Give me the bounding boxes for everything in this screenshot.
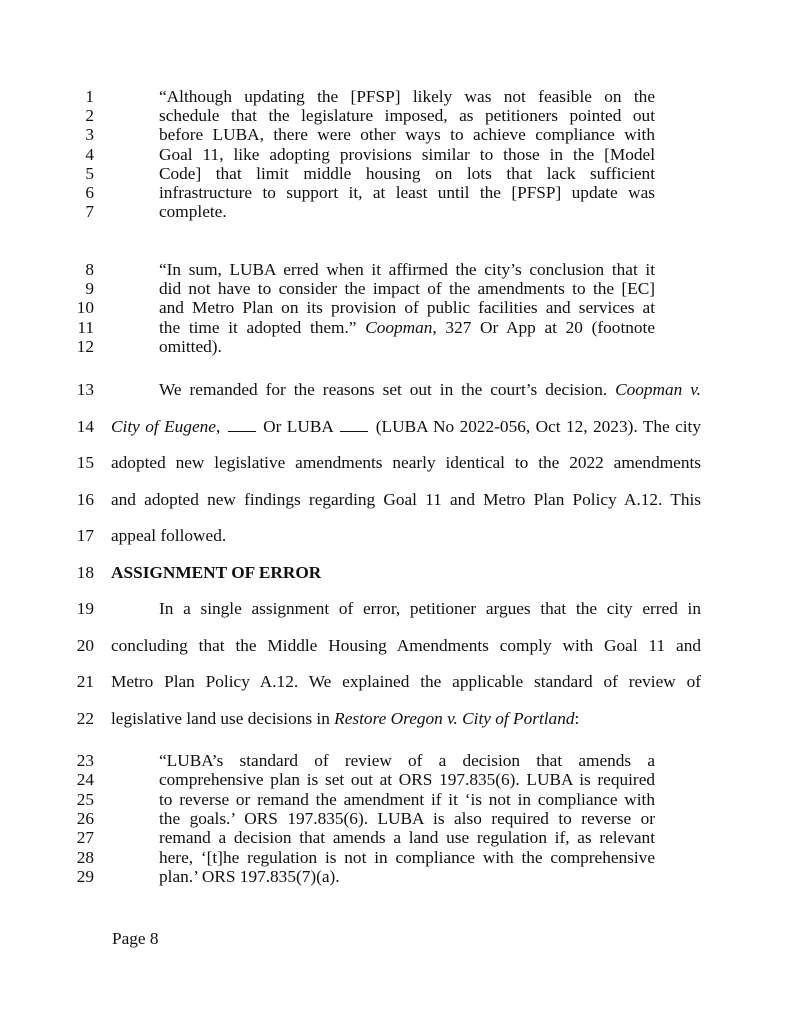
line-16 bbox=[0, 489, 800, 511]
line-number: 26 bbox=[76, 809, 94, 828]
case-citation: Restore Oregon v. City of Portland bbox=[334, 709, 575, 728]
line-number: 11 bbox=[77, 318, 94, 337]
line-text: concluding that the Middle Housing Amendments comply with Goal 11 and bbox=[111, 636, 701, 655]
case-citation: Coopman v. bbox=[615, 380, 701, 399]
line-number: 20 bbox=[76, 636, 94, 655]
line-number: 15 bbox=[76, 453, 94, 472]
line-12 bbox=[0, 336, 800, 358]
line-17 bbox=[0, 525, 800, 547]
line-7 bbox=[0, 201, 800, 223]
line-number: 4 bbox=[85, 145, 94, 164]
line-text: remand a decision that amends a land use regulation if, as relevant bbox=[159, 828, 655, 847]
line-number: 21 bbox=[76, 672, 94, 691]
line-14 bbox=[0, 416, 800, 438]
line-text: plan.’ ORS 197.835(7)(a). bbox=[159, 867, 340, 886]
line-text: schedule that the legislature imposed, as petitioners pointed out bbox=[159, 106, 655, 125]
line-text: Goal 11, like adopting provisions similar to those in the [Model bbox=[159, 145, 655, 164]
line-number: 14 bbox=[76, 417, 94, 436]
line-3 bbox=[0, 124, 800, 146]
case-citation: Coopman bbox=[365, 318, 433, 337]
line-number: 3 bbox=[85, 125, 94, 144]
line-number: 25 bbox=[76, 790, 94, 809]
line-text: In a single assignment of error, petitioner argues that the city erred in bbox=[159, 599, 701, 618]
line-number: 7 bbox=[85, 202, 94, 221]
line-15 bbox=[0, 452, 800, 474]
line-text: City of Eugene, Or LUBA (LUBA No 2022-056, Oct 12, 2023). The city bbox=[111, 417, 701, 436]
line-number: 23 bbox=[76, 751, 94, 770]
line-text: the time it adopted them.” Coopman, 327 Or App at 20 (footnote bbox=[159, 318, 655, 337]
line-number: 2 bbox=[85, 106, 94, 125]
line-number: 27 bbox=[76, 828, 94, 847]
line-text: “LUBA’s standard of review of a decision that amends a bbox=[159, 751, 655, 770]
line-10 bbox=[0, 297, 800, 319]
line-number: 17 bbox=[76, 526, 94, 545]
line-text: infrastructure to support it, at least until the [PFSP] update was bbox=[159, 183, 655, 202]
line-text: before LUBA, there were other ways to achieve compliance with bbox=[159, 125, 655, 144]
line-text: to reverse or remand the amendment if it ‘is not in compliance with bbox=[159, 790, 655, 809]
line-number: 24 bbox=[76, 770, 94, 789]
line-20 bbox=[0, 635, 800, 657]
line-number: 10 bbox=[76, 298, 94, 317]
line-13 bbox=[0, 379, 800, 401]
line-number: 12 bbox=[76, 337, 94, 356]
line-19 bbox=[0, 598, 800, 620]
line-29 bbox=[0, 866, 800, 888]
line-text: legislative land use decisions in Restore Oregon v. City of Portland: bbox=[111, 709, 580, 728]
line-number: 9 bbox=[85, 279, 94, 298]
volume-blank bbox=[228, 417, 256, 432]
line-text: We remanded for the reasons set out in the court’s decision. Coopman v. bbox=[159, 380, 701, 399]
line-text: did not have to consider the impact of the amendments to the [EC] bbox=[159, 279, 655, 298]
line-number: 8 bbox=[85, 260, 94, 279]
line-text: omitted). bbox=[159, 337, 222, 356]
case-citation: City of Eugene bbox=[111, 417, 216, 436]
line-number: 22 bbox=[76, 709, 94, 728]
section-heading: ASSIGNMENT OF ERROR bbox=[111, 563, 322, 582]
line-text: appeal followed. bbox=[111, 526, 227, 545]
line-number: 29 bbox=[76, 867, 94, 886]
line-number: 6 bbox=[85, 183, 94, 202]
line-text: the goals.’ ORS 197.835(6). LUBA is also required to reverse or bbox=[159, 809, 655, 828]
line-text: and Metro Plan on its provision of public facilities and services at bbox=[159, 298, 655, 317]
line-number: 5 bbox=[85, 164, 94, 183]
line-text: “In sum, LUBA erred when it affirmed the city’s conclusion that it bbox=[159, 260, 655, 279]
line-21 bbox=[0, 671, 800, 693]
line-number: 1 bbox=[85, 87, 94, 106]
line-number: 13 bbox=[76, 380, 94, 399]
line-27 bbox=[0, 827, 800, 849]
line-number: 18 bbox=[76, 563, 94, 582]
line-number: 16 bbox=[76, 490, 94, 509]
page-number-footer: Page 8 bbox=[112, 929, 159, 948]
line-text: complete. bbox=[159, 202, 227, 221]
line-text: Code] that limit middle housing on lots that lack sufficient bbox=[159, 164, 655, 183]
line-24 bbox=[0, 769, 800, 791]
line-text: here, ‘[t]he regulation is not in compliance with the comprehensive bbox=[159, 848, 655, 867]
line-22 bbox=[0, 708, 800, 730]
line-text: Metro Plan Policy A.12. We explained the applicable standard of review of bbox=[111, 672, 701, 691]
line-number: 28 bbox=[76, 848, 94, 867]
line-text: “Although updating the [PFSP] likely was not feasible on the bbox=[159, 87, 655, 106]
line-text: comprehensive plan is set out at ORS 197.835(6). LUBA is required bbox=[159, 770, 655, 789]
line-text: and adopted new findings regarding Goal 11 and Metro Plan Policy A.12. This bbox=[111, 490, 701, 509]
line-text: adopted new legislative amendments nearly identical to the 2022 amendments bbox=[111, 453, 701, 472]
page-blank bbox=[340, 417, 368, 432]
line-number: 19 bbox=[76, 599, 94, 618]
line-18 bbox=[0, 562, 800, 584]
